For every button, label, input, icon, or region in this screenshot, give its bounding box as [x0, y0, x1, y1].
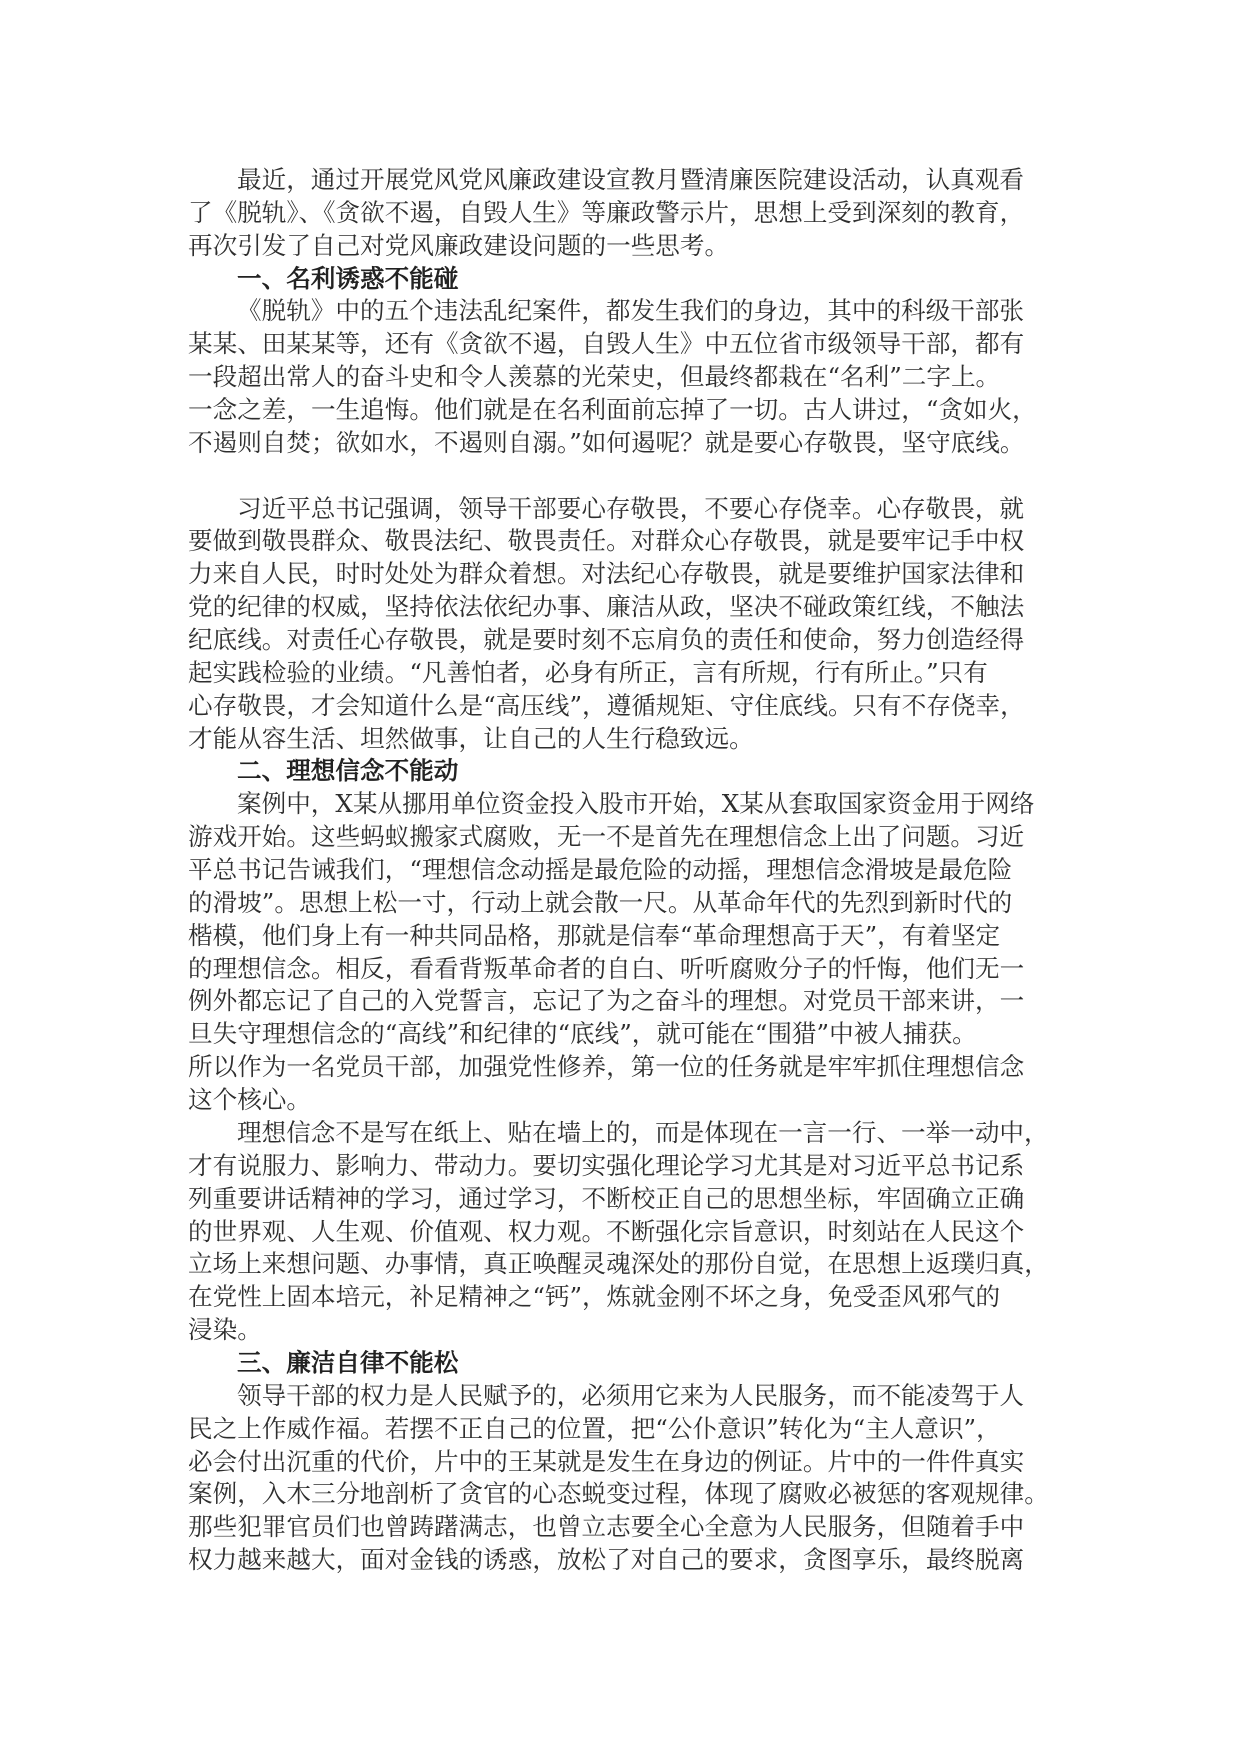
text-line: 一段超出常人的奋斗史和令人羡慕的光荣史，但最终都栽在“名利”二字上。 [188, 362, 1001, 392]
blank-line [188, 460, 1088, 493]
document-page [188, 164, 1088, 1577]
text-line: 列重要讲话精神的学习，通过学习，不断校正自己的思想坐标，牢固确立正确 [188, 1183, 1025, 1213]
text-line: 才有说服力、影响力、带动力。要切实强化理论学习尤其是对习近平总书记系 [188, 1150, 1025, 1180]
text-line: 案例，入木三分地剖析了贪官的心态蜕变过程，体现了腐败必被惩的客观规律。 [188, 1479, 1049, 1509]
text-line: 权力越来越大，面对金钱的诱惑，放松了对自己的要求，贪图享乐，最终脱离 [188, 1545, 1025, 1575]
text-line: 民之上作威作福。若摆不正自己的位置，把“公仆意识”转化为“主人意识”， [188, 1413, 1001, 1443]
heading-text: 一、名利诱惑不能碰 [237, 263, 459, 293]
paragraph [188, 295, 1088, 459]
text-line: 力来自人民，时时处处为群众着想。对法纪心存敬畏，就是要维护国家法律和 [188, 559, 1025, 589]
text-line: 领导干部的权力是人民赋予的，必须用它来为人民服务，而不能凌驾于人 [237, 1380, 1025, 1410]
text-line: 心存敬畏，才会知道什么是“高压线”，遵循规矩、守住底线。只有不存侥幸， [188, 690, 1025, 720]
section-heading [188, 1347, 1088, 1380]
text-line: 纪底线。对责任心存敬畏，就是要时刻不忘肩负的责任和使命，努力创造经得 [188, 625, 1025, 655]
text-line: 理想信念不是写在纸上、贴在墙上的，而是体现在一言一行、一举一动中， [237, 1117, 1049, 1147]
text-line: 平总书记告诫我们，“理想信念动摇是最危险的动摇，理想信念滑坡是最危险 [188, 855, 1013, 885]
text-line: 案例中，X某从挪用单位资金投入股市开始，X某从套取国家资金用于网络 [237, 789, 1035, 819]
text-line: 再次引发了自己对党风廉政建设问题的一些思考。 [188, 230, 730, 260]
text-line: 《脱轨》中的五个违法乱纪案件，都发生我们的身边，其中的科级干部张 [237, 296, 1025, 326]
text-line: 习近平总书记强调，领导干部要心存敬畏，不要心存侥幸。心存敬畏，就 [237, 493, 1025, 523]
text-line: 所以作为一名党员干部，加强党性修养，第一位的任务就是牢牢抓住理想信念 [188, 1052, 1025, 1082]
text-line: 的滑坡”。思想上松一寸，行动上就会散一尺。从革命年代的先烈到新时代的 [188, 887, 1013, 917]
section-heading [188, 755, 1088, 788]
text-line: 立场上来想问题、办事情，真正唤醒灵魂深处的那份自觉，在思想上返璞归真， [188, 1249, 1049, 1279]
text-line: 必会付出沉重的代价，片中的王某就是发生在身边的例证。片中的一件件真实 [188, 1446, 1025, 1476]
text-line: 党的纪律的权威，坚持依法依纪办事、廉洁从政，坚决不碰政策红线，不触法 [188, 592, 1025, 622]
text-line: 某某、田某某等，还有《贪欲不遏，自毁人生》中五位省市级领导干部，都有 [188, 329, 1025, 359]
text-line: 的理想信念。相反，看看背叛革命者的自白、听听腐败分子的忏悔，他们无一 [188, 953, 1025, 983]
paragraph [188, 1117, 1088, 1347]
text-line: 起实践检验的业绩。“凡善怕者，必身有所正，言有所规，行有所止。”只有 [188, 657, 988, 687]
paragraph [188, 493, 1088, 756]
text-line: 才能从容生活、坦然做事，让自己的人生行稳致远。 [188, 723, 754, 753]
heading-text: 三、廉洁自律不能松 [237, 1347, 459, 1377]
text-line: 最近，通过开展党风党风廉政建设宣教月暨清廉医院建设活动，认真观看 [237, 165, 1025, 194]
text-line: 旦失守理想信念的“高线”和纪律的“底线”，就可能在“围猎”中被人捕获。 [188, 1019, 977, 1049]
text-line: 游戏开始。这些蚂蚁搬家式腐败，无一不是首先在理想信念上出了问题。习近 [188, 822, 1025, 852]
paragraph [188, 1380, 1088, 1577]
text-line: 那些犯罪官员们也曾踌躇满志，也曾立志要全心全意为人民服务，但随着手中 [188, 1512, 1025, 1542]
text-line: 例外都忘记了自己的入党誓言，忘记了为之奋斗的理想。对党员干部来讲，一 [188, 986, 1025, 1016]
heading-text: 二、理想信念不能动 [237, 756, 459, 786]
text-line: 浸染。 [188, 1315, 262, 1345]
text-line: 在党性上固本培元，补足精神之“钙”，炼就金刚不坏之身，免受歪风邪气的 [188, 1282, 1001, 1312]
text-line: 不遏则自焚；欲如水，不遏则自溺。”如何遏呢？就是要心存敬畏，坚守底线。 [188, 427, 1025, 457]
text-line: 这个核心。 [188, 1085, 311, 1115]
paragraph [188, 164, 1088, 263]
text-line: 的世界观、人生观、价值观、权力观。不断强化宗旨意识，时刻站在人民这个 [188, 1216, 1025, 1246]
text-line: 楷模，他们身上有一种共同品格，那就是信奉“革命理想高于天”，有着坚定 [188, 920, 1001, 950]
text-line [188, 460, 1088, 493]
text-line: 一念之差，一生追悔。他们就是在名利面前忘掉了一切。古人讲过，“贪如火， [188, 395, 1037, 425]
text-line: 了《脱轨》、《贪欲不遏，自毁人生》等廉政警示片，思想上受到深刻的教育， [188, 197, 1025, 227]
section-heading [188, 263, 1088, 296]
paragraph [188, 788, 1088, 1117]
text-line: 要做到敬畏群众、敬畏法纪、敬畏责任。对群众心存敬畏，就是要牢记手中权 [188, 526, 1025, 556]
